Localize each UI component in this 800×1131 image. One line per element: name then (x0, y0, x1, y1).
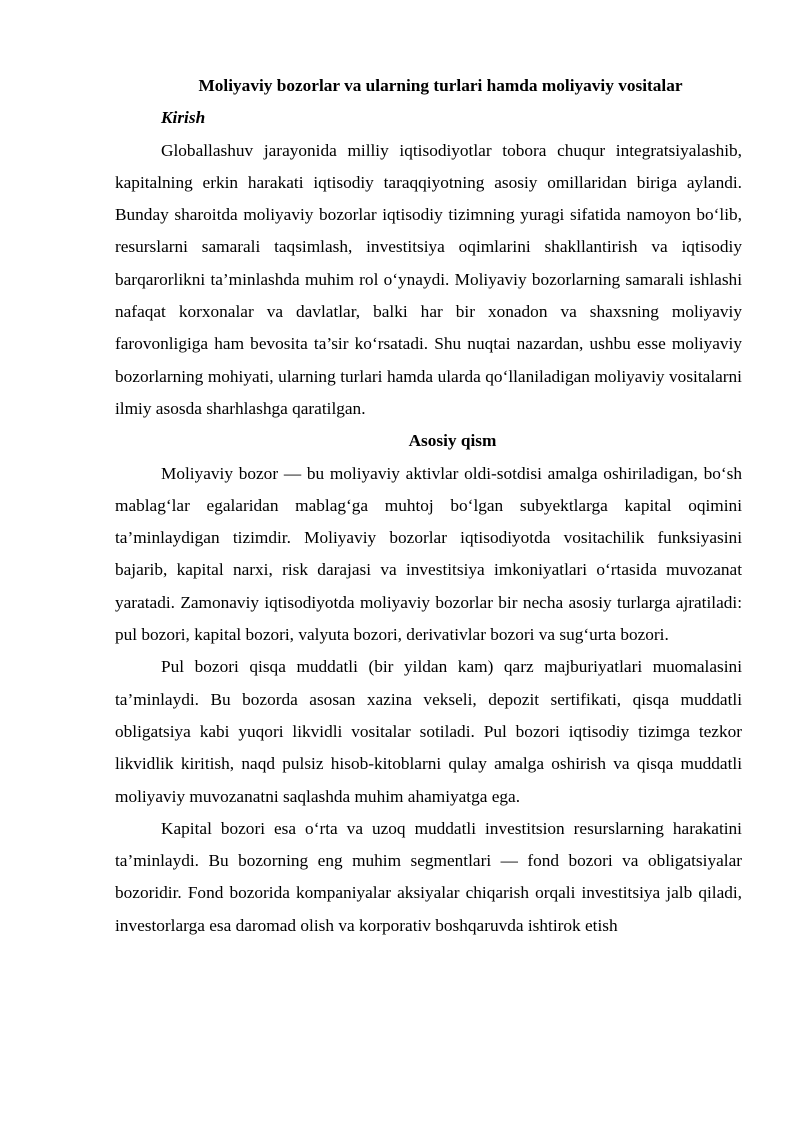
paragraph-money-market: Pul bozori qisqa muddatli (bir yildan kam) qarz majburiyatlari muomalasini ta’minlaydi. Bu bozorda asosan xazina vekseli, depozit sertifikati, qisqa muddatli obligatsiya kabi yuqori likvidli vositalar sotiladi. Pul bozori iqtisodiy tizimga tezkor likvidlik kiritish, naqd pulsiz hisob-kitoblarni qulay amalga oshirish va qisqa muddatli moliyaviy muvozanatni saqlashda muhim ahamiyatga ega. (115, 657, 742, 806)
paragraph-capital-market: Kapital bozori esa o‘rta va uzoq muddatli investitsion resurslarning harakatini ta’minlaydi. Bu bozorning eng muhim segmentlari — fond bozori va obligatsiyalar bozoridir. Fond bozorida kompaniyalar aksiyalar chiqarish orqali investitsiya jalb qiladi, investorlarga esa daromad olish va korporativ boshqaruvda ishtirok etish (115, 818, 742, 935)
intro-paragraph: Globallashuv jarayonida milliy iqtisodiyotlar tobora chuqur integratsiyalashib, kapitalning erkin harakati iqtisodiy taraqqiyotning asosiy omillaridan biriga aylandi. Bunday sharoitda moliyaviy bozorlar iqtisodiy tizimning yuragi sifatida namoyon bo‘lib, resurslarni samarali taqsimlash, investitsiya oqimlarini shakllantirish va iqtisodiy barqarorlikni ta’minlashda muhim rol o‘ynaydi. Moliyaviy bozorlarning samarali ishlashi nafaqat korxonalar va davlatlar, balki har bir xonadon va shaxsning moliyaviy farovonligiga ham bevosita ta’sir ko‘rsatadi. Shu nuqtai nazardan, ushbu esse moliyaviy bozorlarning mohiyati, ularning turlari hamda ularda qo‘llaniladigan moliyaviy vositalarni ilmiy asosda sharhlashga qaratilgan. (115, 140, 742, 418)
document-page (115, 70, 742, 942)
main-section-heading: Asosiy qism (408, 431, 497, 451)
paragraph-definition: Moliyaviy bozor — bu moliyaviy aktivlar oldi-sotdisi amalga oshiriladigan, bo‘sh mablag‘lar egalaridan mablag‘ga muhtoj bo‘lgan subyektlarga kapital oqimini ta’minlaydigan tizimdir. Moliyaviy bozorlar iqtisodiyotda vositachilik funksiyasini bajarib, kapital narxi, risk darajasi va investitsiya imkoniyatlari o‘rtasida muvozanat yaratadi. Zamonaviy iqtisodiyotda moliyaviy bozorlar bir necha asosiy turlarga ajratiladi: pul bozori, kapital bozori, valyuta bozori, derivativlar bozori va sug‘urta bozori. (115, 463, 742, 645)
intro-heading: Kirish (161, 108, 206, 128)
document-title: Moliyaviy bozorlar va ularning turlari hamda moliyaviy vositalar (198, 76, 683, 95)
